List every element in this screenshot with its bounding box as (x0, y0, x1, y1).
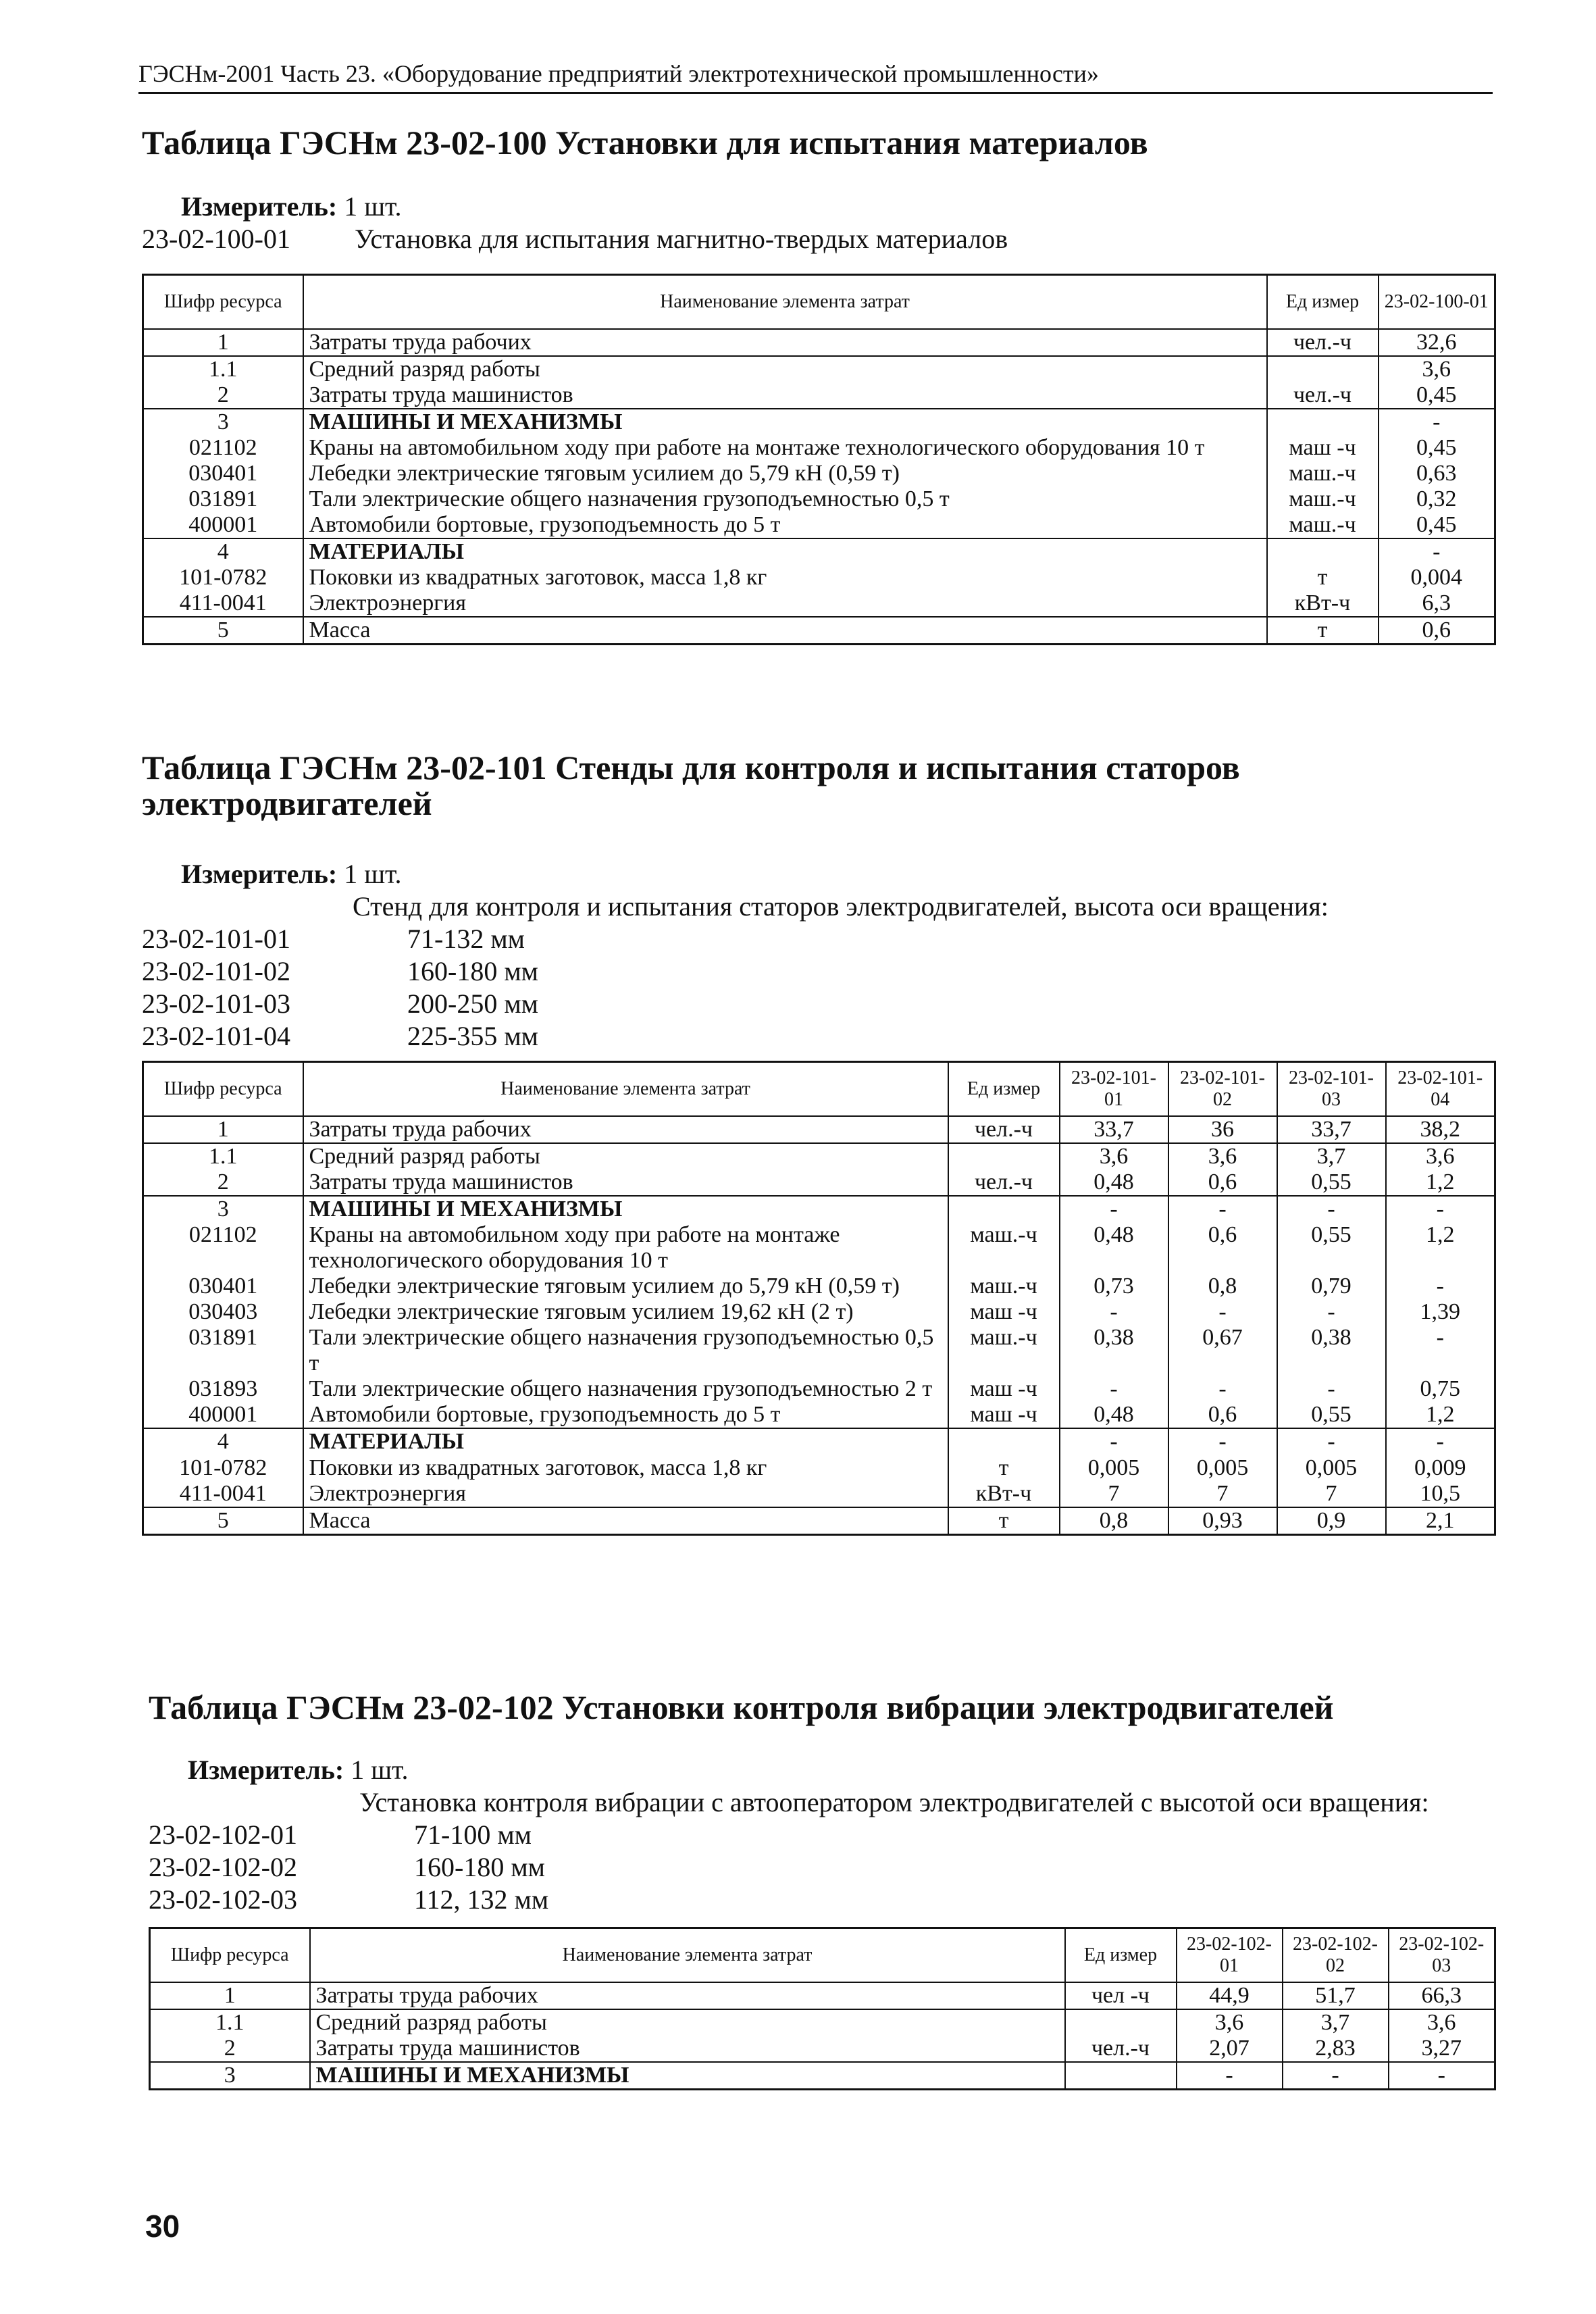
col-code-header: Шифр ресурса (143, 1062, 303, 1116)
norm-value-cell: - (1168, 1428, 1277, 1455)
unit-cell (948, 1196, 1060, 1222)
col-name-header: Наименование элемента затрат (303, 1062, 948, 1116)
unit-cell: чел.-ч (948, 1116, 1060, 1143)
col-value-header: 23-02-101-03 (1277, 1062, 1386, 1116)
norm-value-cell: 0,005 (1277, 1455, 1386, 1481)
resource-code-cell: 1 (143, 1116, 303, 1143)
table-100-item (142, 223, 1008, 255)
table-102 (149, 1927, 1496, 2090)
col-name-header: Наименование элемента затрат (303, 275, 1267, 329)
norm-value-cell: - (1283, 2062, 1389, 2090)
table-row (143, 1428, 1495, 1455)
table-101-intro: Стенд для контроля и испытания статоров электродвигателей, высота оси вращения: (353, 891, 1329, 922)
col-value-header: 23-02-102-02 (1283, 1928, 1389, 1982)
cost-element-name-cell: Поковки из квадратных заготовок, масса 1,8 кг (303, 565, 1267, 590)
norm-value-cell: 0,6 (1168, 1169, 1277, 1196)
norm-value-cell: 3,6 (1386, 1143, 1495, 1169)
norm-value-cell: 3,6 (1177, 2009, 1283, 2036)
resource-code-cell: 1.1 (143, 1143, 303, 1169)
item-desc: 200-250 мм (407, 988, 538, 1019)
norm-value-cell: 38,2 (1386, 1116, 1495, 1143)
norm-value-cell: 0,93 (1168, 1507, 1277, 1535)
item-desc: 112, 132 мм (414, 1884, 549, 1915)
col-value-header: 23-02-102-01 (1177, 1928, 1283, 1982)
norm-value-cell: 44,9 (1177, 1982, 1283, 2009)
table-row (143, 512, 1495, 538)
table-row (143, 1274, 1495, 1299)
unit-cell: чел.-ч (1267, 329, 1379, 356)
meter-value: 1 шт. (351, 1755, 409, 1785)
table-row (143, 409, 1495, 435)
table-row (150, 2062, 1495, 2090)
resource-code-cell: 021102 (143, 435, 303, 461)
page-header: ГЭСНм-2001 Часть 23. «Оборудование предприятий электротехнической промышленности» (138, 59, 1493, 94)
norm-value-cell: - (1277, 1299, 1386, 1325)
norm-value-cell: 0,9 (1277, 1507, 1386, 1535)
item-desc: 225-355 мм (407, 1021, 538, 1051)
item-code: 23-02-102-03 (149, 1884, 297, 1915)
resource-code-cell: 4 (143, 538, 303, 565)
norm-value-cell: 0,005 (1168, 1455, 1277, 1481)
norm-value-cell: - (1386, 1274, 1495, 1299)
table-row (143, 1143, 1495, 1169)
table-row (143, 1325, 1495, 1376)
cost-element-name-cell: Затраты труда машинистов (303, 382, 1267, 409)
resource-code-cell: 101-0782 (143, 1455, 303, 1481)
unit-cell (1065, 2009, 1177, 2036)
norm-value-cell: 3,6 (1379, 356, 1495, 382)
cost-element-name-cell: МАТЕРИАЛЫ (303, 538, 1267, 565)
table-row (143, 1299, 1495, 1325)
unit-cell: маш -ч (948, 1299, 1060, 1325)
norm-value-cell: 0,8 (1060, 1507, 1168, 1535)
norm-value-cell: 0,55 (1277, 1169, 1386, 1196)
table-row (143, 1169, 1495, 1196)
resource-code-cell: 1.1 (143, 356, 303, 382)
table-101-meter (181, 858, 402, 890)
norm-value-cell: 2,07 (1177, 2036, 1283, 2062)
norm-value-cell: 0,45 (1379, 382, 1495, 409)
cost-element-name-cell: Автомобили бортовые, грузоподъемность до 5 т (303, 1402, 948, 1428)
norm-value-cell: 0,6 (1379, 617, 1495, 645)
unit-cell: чел.-ч (948, 1169, 1060, 1196)
unit-cell: маш.-ч (948, 1325, 1060, 1376)
resource-code-cell: 1.1 (150, 2009, 310, 2036)
resource-code-cell: 030403 (143, 1299, 303, 1325)
norm-value-cell: 3,7 (1277, 1143, 1386, 1169)
table-101-item (142, 923, 525, 955)
table-row (150, 1982, 1495, 2009)
col-value-header: 23-02-101-01 (1060, 1062, 1168, 1116)
col-value-header: 23-02-101-02 (1168, 1062, 1277, 1116)
unit-cell: маш.-ч (1267, 461, 1379, 486)
cost-element-name-cell: Затраты труда рабочих (310, 1982, 1065, 2009)
resource-code-cell: 1 (150, 1982, 310, 2009)
resource-code-cell: 5 (143, 617, 303, 645)
norm-value-cell: 0,55 (1277, 1402, 1386, 1428)
norm-value-cell: 10,5 (1386, 1481, 1495, 1507)
table-102-item (149, 1819, 532, 1851)
norm-value-cell: 0,55 (1277, 1222, 1386, 1274)
table-101 (142, 1061, 1496, 1536)
unit-cell: кВт-ч (948, 1481, 1060, 1507)
norm-value-cell: 1,2 (1386, 1222, 1495, 1274)
table-row (143, 435, 1495, 461)
cost-element-name-cell: Средний разряд работы (303, 356, 1267, 382)
unit-cell: кВт-ч (1267, 590, 1379, 617)
meter-label: Измеритель: (188, 1755, 344, 1785)
table-101-item (142, 988, 538, 1020)
norm-value-cell: 36 (1168, 1116, 1277, 1143)
unit-cell (1267, 409, 1379, 435)
table-row (143, 329, 1495, 356)
cost-element-name-cell: МАТЕРИАЛЫ (303, 1428, 948, 1455)
col-code-header: Шифр ресурса (150, 1928, 310, 1982)
table-100 (142, 274, 1496, 645)
col-name-header: Наименование элемента затрат (310, 1928, 1065, 1982)
cost-element-name-cell: Затраты труда машинистов (310, 2036, 1065, 2062)
item-code: 23-02-102-02 (149, 1852, 297, 1882)
norm-value-cell: 0,73 (1060, 1274, 1168, 1299)
norm-value-cell: 0,005 (1060, 1455, 1168, 1481)
table-102-intro: Установка контроля вибрации с автооператором электродвигателей с высотой оси вращения: (359, 1787, 1429, 1817)
item-desc: 71-100 мм (414, 1819, 532, 1850)
norm-value-cell: 1,2 (1386, 1402, 1495, 1428)
cost-element-name-cell: Электроэнергия (303, 590, 1267, 617)
norm-value-cell: - (1386, 1325, 1495, 1376)
table-row (143, 1376, 1495, 1402)
item-desc: 160-180 мм (407, 956, 538, 986)
table-row (143, 1196, 1495, 1222)
resource-code-cell: 5 (143, 1507, 303, 1535)
cost-element-name-cell: Электроэнергия (303, 1481, 948, 1507)
cost-element-name-cell: Автомобили бортовые, грузоподъемность до 5 т (303, 512, 1267, 538)
unit-cell: чел.-ч (1267, 382, 1379, 409)
cost-element-name-cell: Тали электрические общего назначения грузоподъемностью 0,5 т (303, 486, 1267, 512)
table-row (143, 590, 1495, 617)
norm-value-cell: - (1277, 1196, 1386, 1222)
col-value-header: 23-02-102-03 (1389, 1928, 1495, 1982)
norm-value-cell: 33,7 (1277, 1116, 1386, 1143)
table-102-item (149, 1884, 549, 1915)
norm-value-cell: 2,1 (1386, 1507, 1495, 1535)
cost-element-name-cell: Краны на автомобильном ходу при работе на монтаже технологического оборудования 10 т (303, 1222, 948, 1274)
norm-value-cell: 32,6 (1379, 329, 1495, 356)
table-row (143, 1455, 1495, 1481)
item-desc: 160-180 мм (414, 1852, 545, 1882)
cost-element-name-cell: Масса (303, 1507, 948, 1535)
table-row (143, 565, 1495, 590)
norm-value-cell: 1,39 (1386, 1299, 1495, 1325)
unit-cell (1267, 538, 1379, 565)
table-row (143, 1481, 1495, 1507)
norm-value-cell: - (1168, 1376, 1277, 1402)
table-row (143, 1507, 1495, 1535)
cost-element-name-cell: Затраты труда рабочих (303, 329, 1267, 356)
unit-cell: маш -ч (948, 1376, 1060, 1402)
norm-value-cell: 0,38 (1277, 1325, 1386, 1376)
table-row (143, 617, 1495, 645)
norm-value-cell: 0,8 (1168, 1274, 1277, 1299)
unit-cell: маш.-ч (948, 1222, 1060, 1274)
meter-value: 1 шт. (344, 191, 402, 222)
norm-value-cell: 0,004 (1379, 565, 1495, 590)
norm-value-cell: - (1277, 1428, 1386, 1455)
norm-value-cell: 0,67 (1168, 1325, 1277, 1376)
table-101-item (142, 955, 538, 987)
resource-code-cell: 3 (150, 2062, 310, 2090)
unit-cell (1267, 356, 1379, 382)
norm-value-cell: 3,6 (1168, 1143, 1277, 1169)
meter-value: 1 шт. (344, 859, 402, 889)
table-row (143, 356, 1495, 382)
norm-value-cell: - (1277, 1376, 1386, 1402)
cost-element-name-cell: МАШИНЫ И МЕХАНИЗМЫ (310, 2062, 1065, 2090)
meter-label: Измеритель: (181, 191, 338, 222)
norm-value-cell: 0,63 (1379, 461, 1495, 486)
table-row (143, 486, 1495, 512)
resource-code-cell: 030401 (143, 461, 303, 486)
col-value-header: 23-02-100-01 (1379, 275, 1495, 329)
norm-value-cell: 0,6 (1168, 1222, 1277, 1274)
norm-value-cell: - (1060, 1196, 1168, 1222)
norm-value-cell: - (1060, 1428, 1168, 1455)
norm-value-cell: - (1386, 1428, 1495, 1455)
norm-value-cell: 0,75 (1386, 1376, 1495, 1402)
norm-value-cell: 0,45 (1379, 435, 1495, 461)
cost-element-name-cell: Средний разряд работы (303, 1143, 948, 1169)
unit-cell: маш.-ч (948, 1274, 1060, 1299)
resource-code-cell: 400001 (143, 512, 303, 538)
norm-value-cell: 3,27 (1389, 2036, 1495, 2062)
norm-value-cell: 66,3 (1389, 1982, 1495, 2009)
resource-code-cell: 031891 (143, 1325, 303, 1376)
table-row (143, 1116, 1495, 1143)
unit-cell: маш -ч (948, 1402, 1060, 1428)
resource-code-cell: 3 (143, 409, 303, 435)
norm-value-cell: - (1389, 2062, 1495, 2090)
unit-cell: т (948, 1507, 1060, 1535)
table-102-meter (188, 1754, 409, 1786)
cost-element-name-cell: Затраты труда рабочих (303, 1116, 948, 1143)
norm-value-cell: - (1168, 1299, 1277, 1325)
item-code: 23-02-100-01 (142, 224, 290, 254)
unit-cell (948, 1143, 1060, 1169)
resource-code-cell: 4 (143, 1428, 303, 1455)
item-code: 23-02-101-02 (142, 956, 290, 986)
col-code-header: Шифр ресурса (143, 275, 303, 329)
resource-code-cell: 031891 (143, 486, 303, 512)
cost-element-name-cell: МАШИНЫ И МЕХАНИЗМЫ (303, 1196, 948, 1222)
table-102-item (149, 1851, 545, 1883)
col-unit-header: Ед измер (948, 1062, 1060, 1116)
norm-value-cell: 7 (1060, 1481, 1168, 1507)
item-code: 23-02-101-04 (142, 1021, 290, 1051)
norm-value-cell: 0,48 (1060, 1402, 1168, 1428)
table-row (150, 2009, 1495, 2036)
norm-value-cell: 3,6 (1060, 1143, 1168, 1169)
unit-cell (1065, 2062, 1177, 2090)
table-row (143, 1402, 1495, 1428)
table-101-title (142, 750, 1499, 821)
unit-cell (948, 1428, 1060, 1455)
cost-element-name-cell: МАШИНЫ И МЕХАНИЗМЫ (303, 409, 1267, 435)
table-100-meter (181, 191, 402, 222)
norm-value-cell: 0,48 (1060, 1169, 1168, 1196)
norm-value-cell: 33,7 (1060, 1116, 1168, 1143)
resource-code-cell: 030401 (143, 1274, 303, 1299)
norm-value-cell: 1,2 (1386, 1169, 1495, 1196)
norm-value-cell: 7 (1168, 1481, 1277, 1507)
norm-value-cell: 51,7 (1283, 1982, 1389, 2009)
col-value-header: 23-02-101-04 (1386, 1062, 1495, 1116)
unit-cell: маш -ч (1267, 435, 1379, 461)
table-101-title-text: Таблица ГЭСНм 23-02-101 Стенды для контроля и испытания статоров электродвигателей (142, 749, 1240, 822)
resource-code-cell: 411-0041 (143, 1481, 303, 1507)
table-102-title: Таблица ГЭСНм 23-02-102 Установки контроля вибрации электродвигателей (149, 1688, 1334, 1726)
unit-cell: т (1267, 617, 1379, 645)
norm-value-cell: 0,48 (1060, 1222, 1168, 1274)
norm-value-cell: 0,009 (1386, 1455, 1495, 1481)
cost-element-name-cell: Тали электрические общего назначения грузоподъемностью 2 т (303, 1376, 948, 1402)
cost-element-name-cell: Лебедки электрические тяговым усилием до 5,79 кН (0,59 т) (303, 461, 1267, 486)
unit-cell: т (1267, 565, 1379, 590)
norm-value-cell: 0,32 (1379, 486, 1495, 512)
norm-value-cell: - (1386, 1196, 1495, 1222)
resource-code-cell: 1 (143, 329, 303, 356)
col-unit-header: Ед измер (1267, 275, 1379, 329)
table-row (143, 461, 1495, 486)
table-row (143, 1222, 1495, 1274)
norm-value-cell: 0,38 (1060, 1325, 1168, 1376)
table-101-item (142, 1020, 538, 1052)
cost-element-name-cell: Средний разряд работы (310, 2009, 1065, 2036)
unit-cell: т (948, 1455, 1060, 1481)
unit-cell: чел -ч (1065, 1982, 1177, 2009)
item-code: 23-02-101-01 (142, 924, 290, 954)
resource-code-cell: 3 (143, 1196, 303, 1222)
table-100-title: Таблица ГЭСНм 23-02-100 Установки для испытания материалов (142, 124, 1148, 161)
table-row (143, 382, 1495, 409)
table-row (143, 538, 1495, 565)
item-desc: Установка для испытания магнитно-твердых материалов (355, 224, 1008, 254)
norm-value-cell: - (1168, 1196, 1277, 1222)
norm-value-cell: - (1060, 1299, 1168, 1325)
item-desc: 71-132 мм (407, 924, 525, 954)
norm-value-cell: - (1379, 409, 1495, 435)
cost-element-name-cell: Масса (303, 617, 1267, 645)
resource-code-cell: 101-0782 (143, 565, 303, 590)
norm-value-cell: 6,3 (1379, 590, 1495, 617)
cost-element-name-cell: Лебедки электрические тяговым усилием 19,62 кН (2 т) (303, 1299, 948, 1325)
item-code: 23-02-102-01 (149, 1819, 297, 1850)
cost-element-name-cell: Поковки из квадратных заготовок, масса 1,8 кг (303, 1455, 948, 1481)
meter-label: Измеритель: (181, 859, 338, 889)
unit-cell: маш.-ч (1267, 486, 1379, 512)
resource-code-cell: 021102 (143, 1222, 303, 1274)
norm-value-cell: 3,6 (1389, 2009, 1495, 2036)
norm-value-cell: - (1379, 538, 1495, 565)
resource-code-cell: 400001 (143, 1402, 303, 1428)
resource-code-cell: 031893 (143, 1376, 303, 1402)
norm-value-cell: - (1177, 2062, 1283, 2090)
table-row (150, 2036, 1495, 2062)
unit-cell: маш.-ч (1267, 512, 1379, 538)
norm-value-cell: 0,45 (1379, 512, 1495, 538)
page-number: 30 (145, 2209, 180, 2244)
norm-value-cell: 7 (1277, 1481, 1386, 1507)
cost-element-name-cell: Затраты труда машинистов (303, 1169, 948, 1196)
col-unit-header: Ед измер (1065, 1928, 1177, 1982)
resource-code-cell: 2 (143, 382, 303, 409)
cost-element-name-cell: Лебедки электрические тяговым усилием до 5,79 кН (0,59 т) (303, 1274, 948, 1299)
unit-cell: чел.-ч (1065, 2036, 1177, 2062)
norm-value-cell: 2,83 (1283, 2036, 1389, 2062)
resource-code-cell: 411-0041 (143, 590, 303, 617)
cost-element-name-cell: Тали электрические общего назначения грузоподъемностью 0,5 т (303, 1325, 948, 1376)
norm-value-cell: - (1060, 1376, 1168, 1402)
norm-value-cell: 0,79 (1277, 1274, 1386, 1299)
resource-code-cell: 2 (143, 1169, 303, 1196)
cost-element-name-cell: Краны на автомобильном ходу при работе на монтаже технологического оборудования 10 т (303, 435, 1267, 461)
item-code: 23-02-101-03 (142, 988, 290, 1019)
norm-value-cell: 3,7 (1283, 2009, 1389, 2036)
resource-code-cell: 2 (150, 2036, 310, 2062)
norm-value-cell: 0,6 (1168, 1402, 1277, 1428)
